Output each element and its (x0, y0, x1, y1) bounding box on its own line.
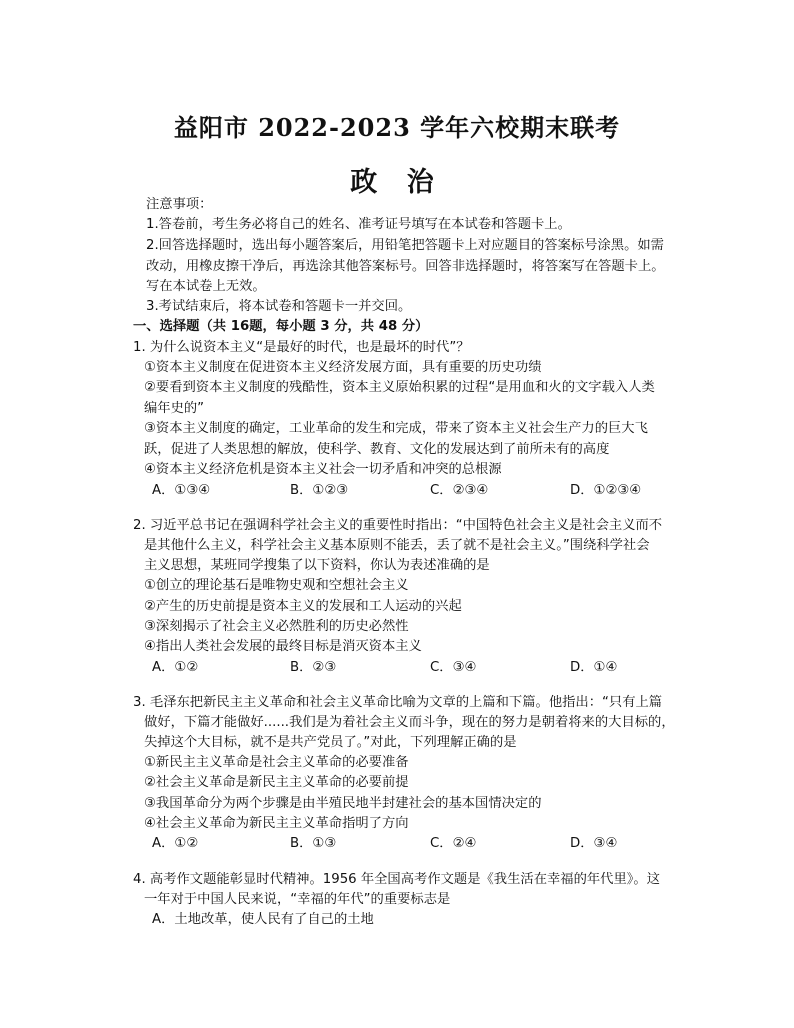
question-statement: ④资本主义经济危机是资本主义社会一切矛盾和冲突的总根源 (144, 462, 502, 477)
question-statement: ①新民主主义革命是社会主义革命的必要准备 (144, 755, 409, 770)
question-stem: 一年对于中国人民来说，“幸福的年代”的重要标志是 (144, 892, 451, 907)
question-statement: ③深刻揭示了社会主义必然胜利的历史必然性 (144, 619, 409, 634)
question-stem: 是其他什么主义，科学社会主义基本原则不能丢，丢了就不是社会主义。”围绕科学社会 (144, 538, 650, 553)
question-stem: 3. 毛泽东把新民主主义革命和社会主义革命比喻为文章的上篇和下篇。他指出：“只有上篇 (133, 695, 663, 710)
question-stem: 4. 高考作文题能彰显时代精神。1956 年全国高考作文题是《我生活在幸福的年代里》。这 (133, 872, 661, 887)
question-statement: ②要看到资本主义制度的残酷性，资本主义原始积累的过程“是用血和火的文字载入人类 (144, 380, 655, 395)
option-d: D．①④ (570, 660, 618, 675)
option-a: A．①② (152, 836, 199, 851)
notice-heading: 注意事项： (146, 197, 213, 212)
option-a: A．土地改革，使人民有了自己的土地 (152, 912, 374, 927)
question-stem: 失掉这个大目标，就不是共产党员了。”对此，下列理解正确的是 (144, 735, 517, 750)
notice-line: 写在本试卷上无效。 (146, 279, 266, 294)
question-stem: 1. 为什么说资本主义“是最好的时代，也是最坏的时代”？ (133, 340, 470, 355)
question-stem: 做好，下篇才能做好......我们是为着社会主义而斗争，现在的努力是朝着将来的大目标的， (144, 715, 675, 730)
exam-title: 益阳市 2022-2023 学年六校期末联考 (173, 113, 621, 142)
notice-line: 3.考试结束后，将本试卷和答题卡一并交回。 (146, 299, 412, 314)
question-stem: 2. 习近平总书记在强调科学社会主义的重要性时指出：“中国特色社会主义是社会主义而不 (133, 518, 663, 533)
question-statement: 编年史的” (144, 401, 205, 416)
question-statement: ④社会主义革命为新民主主义革命指明了方向 (144, 816, 409, 831)
question-stem: 主义思想，某班同学搜集了以下资料，你认为表述准确的是 (144, 558, 490, 573)
option-c: C．②③④ (430, 483, 489, 498)
section-heading: 一、选择题（共 16题，每小题 3 分，共 48 分） (133, 319, 429, 334)
question-statement: ①资本主义制度在促进资本主义经济发展方面，具有重要的历史功绩 (144, 360, 542, 375)
notice-line: 1.答卷前，考生务必将自己的姓名、准考证号填写在本试卷和答题卡上。 (146, 217, 571, 232)
question-statement: ②产生的历史前提是资本主义的发展和工人运动的兴起 (144, 599, 462, 614)
option-d: D．①②③④ (570, 483, 642, 498)
notice-line: 2.回答选择题时，选出每小题答案后，用铅笔把答题卡上对应题目的答案标号涂黑。如需 (146, 238, 664, 253)
notice-line: 改动，用橡皮擦干净后，再选涂其他答案标号。回答非选择题时，将答案写在答题卡上。 (146, 259, 665, 274)
option-a: A．①③④ (152, 483, 211, 498)
option-a: A．①② (152, 660, 199, 675)
option-c: C．②④ (430, 836, 477, 851)
question-statement: ③我国革命分为两个步骤是由半殖民地半封建社会的基本国情决定的 (144, 796, 542, 811)
option-b: B．①③ (290, 836, 337, 851)
option-b: B．②③ (290, 660, 337, 675)
option-b: B．①②③ (290, 483, 349, 498)
question-statement: ①创立的理论基石是唯物史观和空想社会主义 (144, 578, 409, 593)
option-d: D．③④ (570, 836, 618, 851)
question-statement: ③资本主义制度的确定，工业革命的发生和完成，带来了资本主义社会生产力的巨大飞 (144, 421, 648, 436)
subject-title: 政 治 (350, 167, 444, 198)
question-statement: ④指出人类社会发展的最终目标是消灭资本主义 (144, 639, 422, 654)
option-c: C．③④ (430, 660, 477, 675)
question-statement: 跃，促进了人类思想的解放，使科学、教育、文化的发展达到了前所未有的高度 (144, 442, 610, 457)
question-statement: ②社会主义革命是新民主主义革命的必要前提 (144, 775, 409, 790)
